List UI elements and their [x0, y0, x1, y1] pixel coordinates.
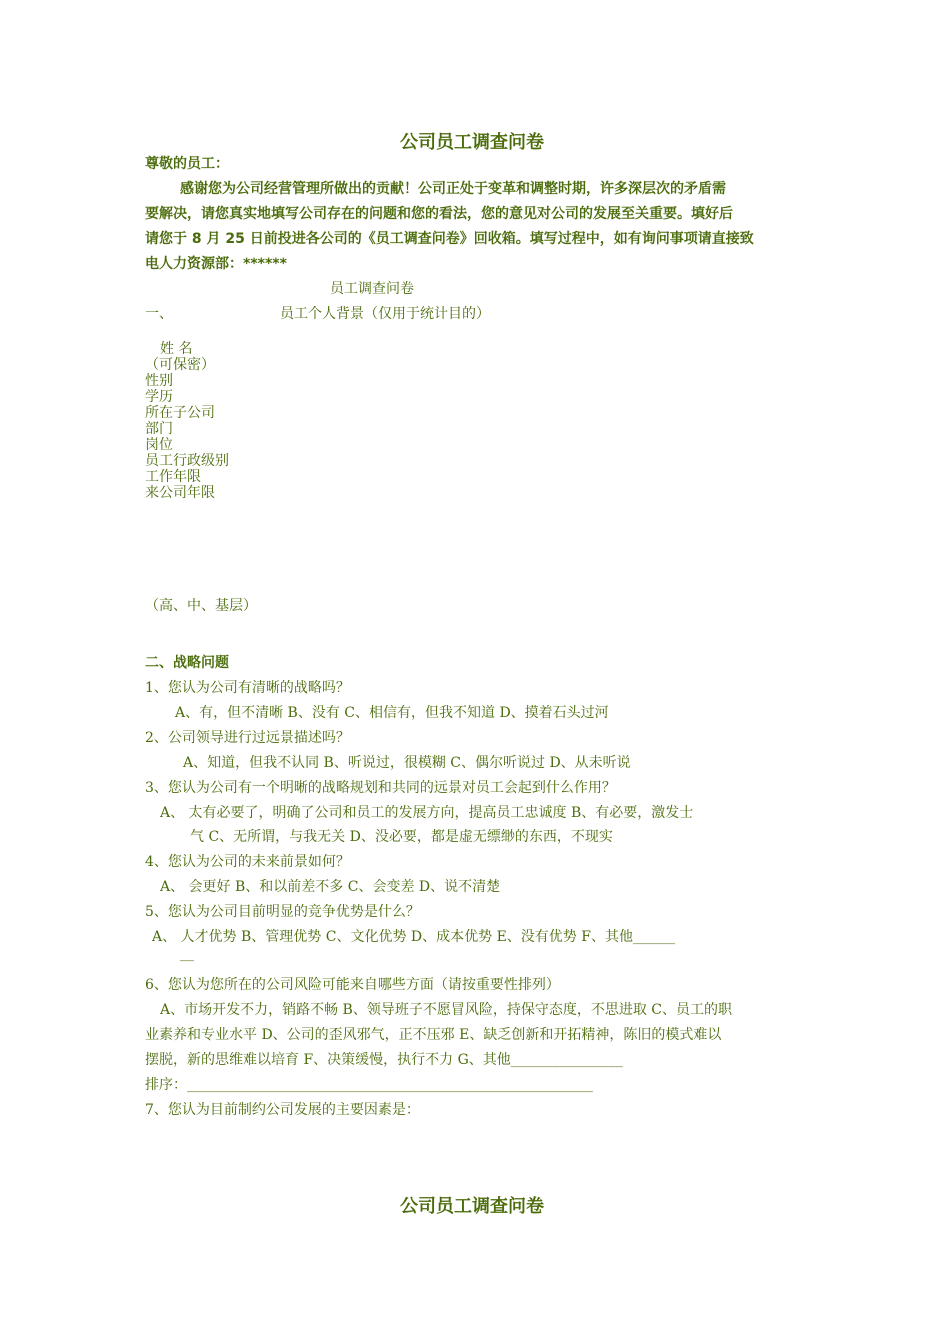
- ranking-field: 排序：__________________________________________________________: [145, 1077, 593, 1093]
- footer-title: 公司员工调查问卷: [400, 1196, 544, 1217]
- field-confidential: （可保密）: [145, 357, 215, 373]
- question-7: 7、您认为目前制约公司发展的主要因素是：: [145, 1102, 420, 1118]
- field-name: 姓 名: [160, 341, 193, 357]
- field-education: 学历: [145, 389, 173, 405]
- question-1: 1、您认为公司有清晰的战略吗？: [145, 680, 350, 696]
- intro-line-1: 感谢您为公司经营管理所做出的贡献！公司正处于变革和调整时期，许多深层次的矛盾需: [180, 181, 726, 197]
- field-admin-level: 员工行政级别: [145, 453, 229, 469]
- question-6-options-line-3: 摆脱，新的思维难以培育 F、决策缓慢，执行不力 G、其他________________: [145, 1052, 623, 1068]
- question-5-options-cont: __: [180, 946, 194, 962]
- section2-title: 二、战略问题: [145, 655, 229, 671]
- field-department: 部门: [145, 421, 173, 437]
- question-6: 6、您认为您所在的公司风险可能来自哪些方面（请按重要性排列）: [145, 977, 560, 993]
- section1-number: 一、: [145, 306, 173, 322]
- page-title: 公司员工调查问卷: [400, 132, 544, 153]
- level-note: （高、中、基层）: [145, 598, 257, 614]
- intro-line-2: 要解决，请您真实地填写公司存在的问题和您的看法，您的意见对公司的发展至关重要。填好后: [145, 206, 733, 222]
- question-4: 4、您认为公司的未来前景如何？: [145, 854, 350, 870]
- subtitle: 员工调查问卷: [330, 281, 414, 297]
- field-work-years: 工作年限: [145, 469, 201, 485]
- question-5: 5、您认为公司目前明显的竞争优势是什么？: [145, 904, 420, 920]
- field-subsidiary: 所在子公司: [145, 405, 215, 421]
- field-gender: 性别: [145, 373, 173, 389]
- question-2-options: A、知道，但我不认同 B、听说过，很模糊 C、偶尔听说过 D、从未听说: [183, 755, 631, 771]
- question-1-options: A、有，但不清晰 B、没有 C、相信有，但我不知道 D、摸着石头过河: [175, 705, 609, 721]
- question-6-options-line-2: 业素养和专业水平 D、公司的歪风邪气，正不压邪 E、缺乏创新和开拓精神，陈旧的模式难以: [145, 1027, 722, 1043]
- greeting: 尊敬的员工：: [145, 156, 229, 172]
- field-company-years: 来公司年限: [145, 485, 215, 501]
- question-4-options: A、 会更好 B、和以前差不多 C、会变差 D、说不清楚: [160, 879, 501, 895]
- section1-title: 员工个人背景（仅用于统计目的）: [280, 306, 490, 322]
- question-2: 2、公司领导进行过远景描述吗？: [145, 730, 350, 746]
- question-6-options-line-1: A、市场开发不力，销路不畅 B、领导班子不愿冒风险，持保守态度，不思进取 C、员工的职: [160, 1002, 733, 1018]
- question-3-options-line-1: A、 太有必要了，明确了公司和员工的发展方向，提高员工忠诚度 B、有必要，激发士: [160, 805, 694, 821]
- question-3: 3、您认为公司有一个明晰的战略规划和共同的远景对员工会起到什么作用？: [145, 780, 616, 796]
- intro-line-4: 电人力资源部：******: [145, 256, 287, 272]
- intro-line-3: 请您于 8 月 25 日前投进各公司的《员工调查问卷》回收箱。填写过程中，如有询问事项请直接致: [145, 231, 754, 247]
- field-position: 岗位: [145, 437, 173, 453]
- question-3-options-line-2: 气 C、无所谓，与我无关 D、没必要，都是虚无缥缈的东西，不现实: [190, 829, 613, 845]
- question-5-options: A、 人才优势 B、管理优势 C、文化优势 D、成本优势 E、没有优势 F、其他______: [152, 929, 675, 945]
